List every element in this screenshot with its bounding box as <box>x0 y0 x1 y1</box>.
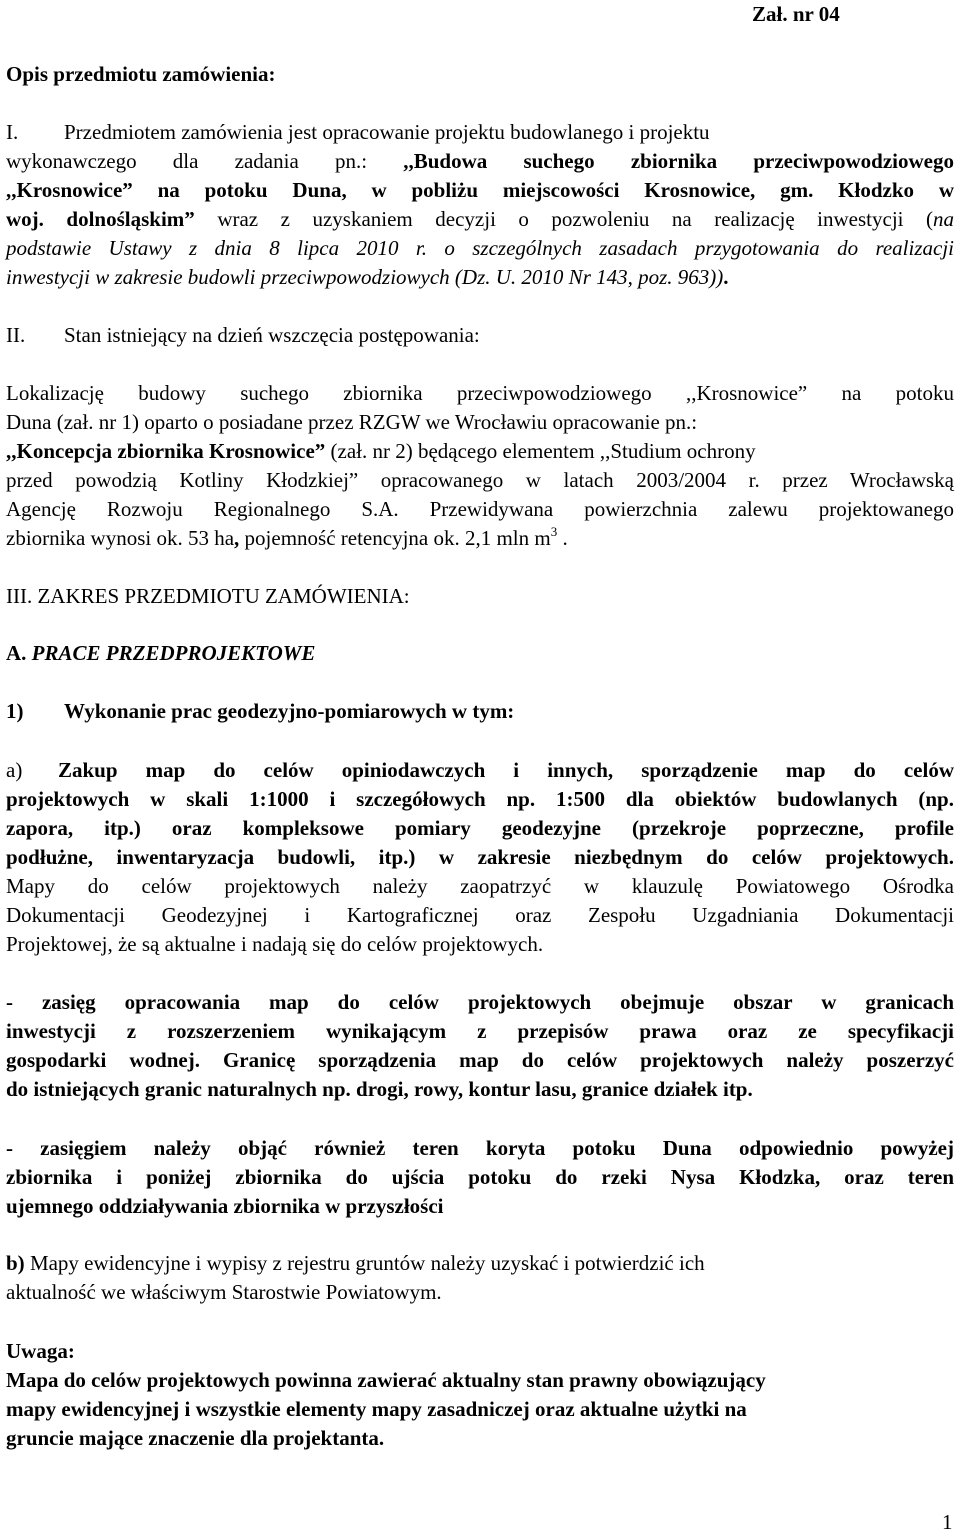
item-a-line: Mapy do celów projektowych należy zaopatrzyć w klauzulę Powiatowego Ośrodka <box>6 874 954 898</box>
section-number: II. <box>6 323 26 347</box>
item-a-line: projektowych w skali 1:1000 i szczegółowych np. 1:500 dla obiektów budowlanych (np. <box>6 787 954 811</box>
section-i-line: I. Przedmiotem zamówienia jest opracowanie projektu budowlanego i projektu <box>6 120 710 144</box>
item-b-line: b) Mapy ewidencyjne i wypisy z rejestru gruntów należy uzyskać i potwierdzić ich <box>6 1251 705 1275</box>
section-ii-line: przed powodzią Kotliny Kłodzkiej” opracowanego w latach 2003/2004 r. przez Wrocławską <box>6 468 954 492</box>
section-ii-line: Agencję Rozwoju Regionalnego S.A. Przewidywana powierzchnia zalewu projektowanego <box>6 497 954 521</box>
section-i-line: inwestycji w zakresie budowli przeciwpowodziowych (Dz. U. 2010 Nr 143, poz. 963)). <box>6 265 729 289</box>
bullet-1-line: gospodarki wodnej. Granicę sporządzenia map do celów projektowych należy poszerzyć <box>6 1048 954 1072</box>
item-a-line: podłużne, inwentaryzacja budowli, itp.) w zakresie niezbędnym do celów projektowych. <box>6 845 954 869</box>
bullet-2-line: ujemnego oddziaływania zbiornika w przyszłości <box>6 1194 444 1218</box>
section-ii-line: Lokalizację budowy suchego zbiornika przeciwpowodziowego ,,Krosnowice” na potoku <box>6 381 954 405</box>
page-number: 1 <box>942 1510 953 1534</box>
section-ii-line: ,,Koncepcja zbiornika Krosnowice” (zał. nr 2) będącego elementem ,,Studium ochrony <box>6 439 756 463</box>
item-b-line: aktualność we właściwym Starostwie Powiatowym. <box>6 1280 442 1304</box>
section-number: I. <box>6 120 19 144</box>
note-line: Mapa do celów projektowych powinna zawierać aktualny stan prawny obowiązujący <box>6 1368 766 1392</box>
section-ii-line: zbiornika wynosi ok. 53 ha, pojemność retencyjna ok. 2,1 mln $m^3$ . <box>6 524 568 550</box>
attachment-label: Zał. nr 04 <box>752 2 840 26</box>
section-i-line: ,,Krosnowice” na potoku Duna, w pobliżu miejscowości Krosnowice, gm. Kłodzko w <box>6 178 954 202</box>
bullet-2-line: - zasięgiem należy objąć również teren koryta potoku Duna odpowiednio powyżej <box>6 1136 954 1160</box>
section-a-heading: A. PRACE PRZEDPROJEKTOWE <box>6 641 316 665</box>
section-i-line: podstawie Ustawy z dnia 8 lipca 2010 r. o szczególnych zasadach przygotowania do realizacji <box>6 236 955 260</box>
section-ii-line: Duna (zał. nr 1) oparto o posiadane przez RZGW we Wrocławiu opracowanie pn.: <box>6 410 698 434</box>
section-ii-heading: II. Stan istniejący na dzień wszczęcia postępowania: <box>6 323 480 347</box>
item-a-line: zapora, itp.) oraz kompleksowe pomiary geodezyjne (przekroje poprzeczne, profile <box>6 816 954 840</box>
item-a-line: Dokumentacji Geodezyjnej i Kartograficznej oraz Zespołu Uzgadniania Dokumentacji <box>6 903 954 927</box>
bullet-1-line: - zasięg opracowania map do celów projektowych obejmuje obszar w granicach <box>6 990 954 1014</box>
page-title: Opis przedmiotu zamówienia: <box>6 62 276 86</box>
note-label: Uwaga: <box>6 1339 75 1363</box>
item-a-line: a) Zakup map do celów opiniodawczych i innych, sporządzenie map do celów <box>6 758 954 782</box>
note-line: mapy ewidencyjnej i wszystkie elementy mapy zasadniczej oraz aktualne użytki na <box>6 1397 747 1421</box>
bullet-1-line: inwestycji z rozszerzeniem wynikającym z przepisów prawa oraz ze specyfikacji <box>6 1019 954 1043</box>
section-i-line: wykonawczego dla zadania pn.: ,,Budowa suchego zbiornika przeciwpowodziowego <box>6 149 954 173</box>
item-a-line: Projektowej, że są aktualne i nadają się do celów projektowych. <box>6 932 544 956</box>
note-line: gruncie mające znaczenie dla projektanta. <box>6 1426 385 1450</box>
bullet-1-line: do istniejących granic naturalnych np. drogi, rowy, kontur lasu, granice działek itp. <box>6 1077 753 1101</box>
item-1-heading: 1) Wykonanie prac geodezyjno-pomiarowych w tym: <box>6 699 515 723</box>
section-i-line: woj. dolnośląskim” wraz z uzyskaniem decyzji o pozwoleniu na realizację inwestycji (na <box>6 207 954 231</box>
section-iii-heading: III. ZAKRES PRZEDMIOTU ZAMÓWIENIA: <box>6 584 410 608</box>
bullet-2-line: zbiornika i poniżej zbiornika do ujścia potoku do rzeki Nysa Kłodzka, oraz teren <box>6 1165 954 1189</box>
